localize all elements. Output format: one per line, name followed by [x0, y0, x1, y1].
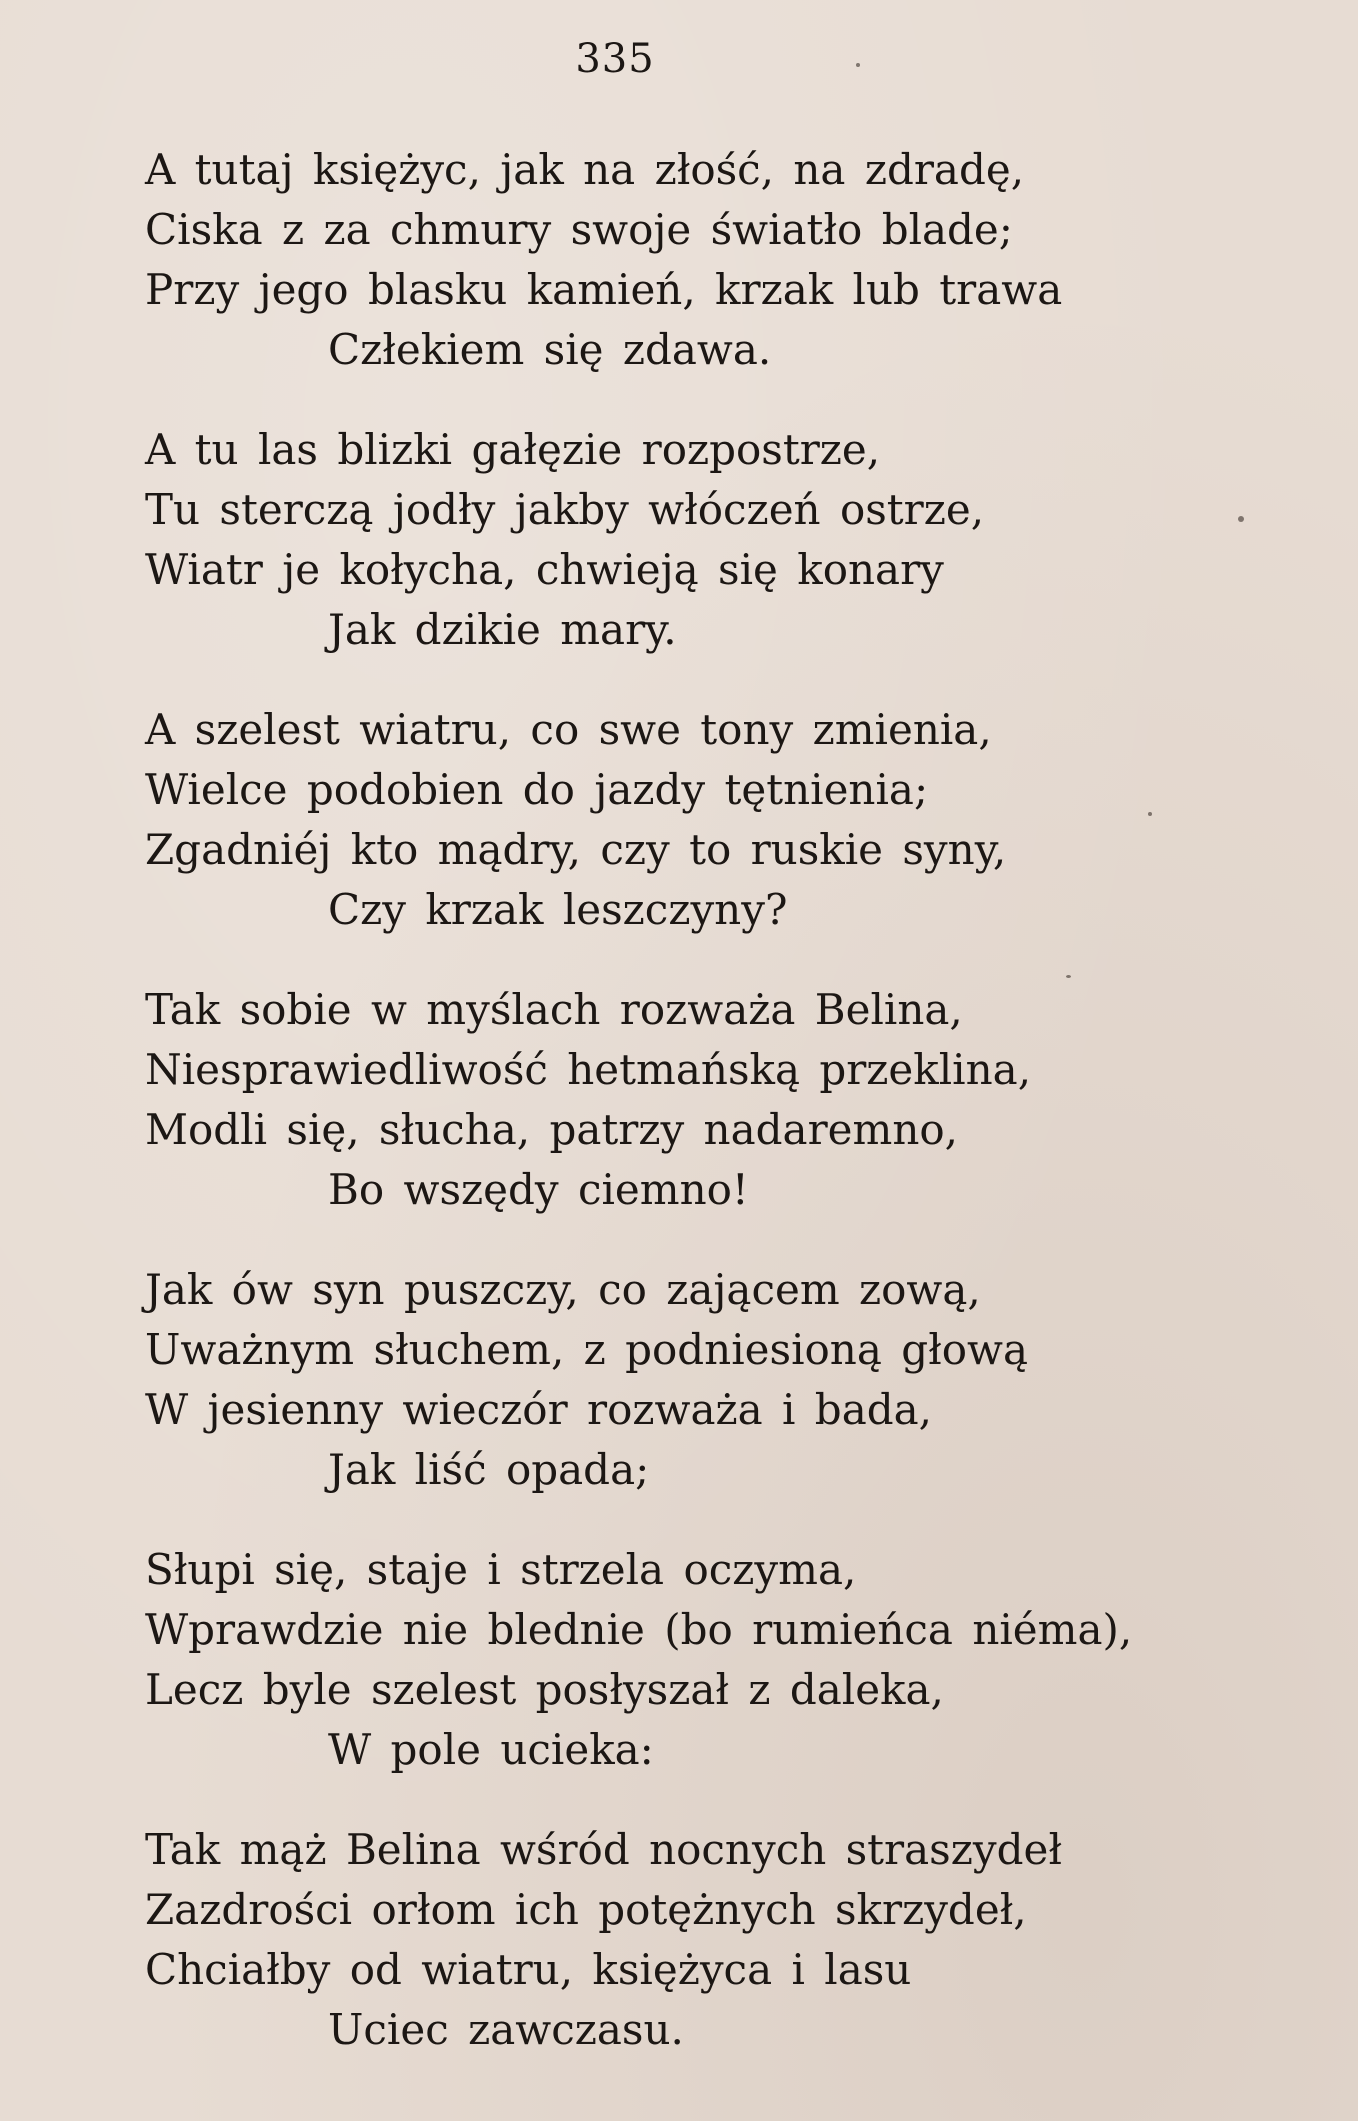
verse-line-refrain: W pole ucieka: — [328, 1725, 654, 1774]
verse-line: Tak sobie w myślach rozważa Belina, — [145, 985, 963, 1034]
verse-line: Ciska z za chmury swoje światło blade; — [145, 205, 1013, 254]
stanza-4 — [145, 980, 1225, 1260]
paper-speck — [1066, 975, 1071, 978]
paper-speck — [1148, 812, 1152, 816]
verse-line: Tak mąż Belina wśród nocnych straszydeł — [145, 1825, 1062, 1874]
verse-line-refrain: Czy krzak leszczyny? — [328, 885, 788, 934]
verse-line-refrain: Jak dzikie mary. — [328, 605, 677, 654]
verse-line: Jak ów syn puszczy, co zającem zową, — [145, 1265, 981, 1314]
verse-line: Uważnym słuchem, z podniesioną głową — [145, 1325, 1029, 1374]
stanza-2 — [145, 420, 1225, 700]
poem — [145, 140, 1225, 2100]
verse-line: A tutaj księżyc, jak na złość, na zdradę, — [145, 145, 1025, 194]
verse-line-refrain: Uciec zawczasu. — [328, 2005, 684, 2054]
verse-line: Wiatr je kołycha, chwieją się konary — [145, 545, 944, 594]
verse-line: Tu sterczą jodły jakby włóczeń ostrze, — [145, 485, 985, 534]
stanza-7 — [145, 1820, 1225, 2100]
verse-line: Przy jego blasku kamień, krzak lub trawa — [145, 265, 1063, 314]
verse-line-refrain: Bo wszędy ciemno! — [328, 1165, 749, 1214]
verse-line: A tu las blizki gałęzie rozpostrze, — [145, 425, 881, 474]
stanza-5 — [145, 1260, 1225, 1540]
verse-line: Zgadniéj kto mądry, czy to ruskie syny, — [145, 825, 1007, 874]
verse-line: Chciałby od wiatru, księżyca i lasu — [145, 1945, 912, 1994]
verse-line-refrain: Jak liść opada; — [328, 1445, 650, 1494]
verse-line: Wprawdzie nie blednie (bo rumieńca niéma), — [145, 1605, 1133, 1654]
verse-line: Wielce podobien do jazdy tętnienia; — [145, 765, 929, 814]
paper-speck — [856, 63, 860, 67]
verse-line: Słupi się, staje i strzela oczyma, — [145, 1545, 857, 1594]
verse-line: W jesienny wieczór rozważa i bada, — [145, 1385, 933, 1434]
stanza-3 — [145, 700, 1225, 980]
stanza-1 — [145, 140, 1225, 420]
paper-speck — [1238, 516, 1244, 522]
verse-line: Lecz byle szelest posłyszał z daleka, — [145, 1665, 944, 1714]
verse-line-refrain: Człekiem się zdawa. — [328, 325, 772, 374]
verse-line: Modli się, słucha, patrzy nadaremno, — [145, 1105, 959, 1154]
stanza-6 — [145, 1540, 1225, 1820]
verse-line: Zazdrości orłom ich potężnych skrzydeł, — [145, 1885, 1027, 1934]
verse-line: Niesprawiedliwość hetmańską przeklina, — [145, 1045, 1032, 1094]
verse-line: A szelest wiatru, co swe tony zmienia, — [145, 705, 992, 754]
page-number: 335 — [575, 36, 655, 82]
